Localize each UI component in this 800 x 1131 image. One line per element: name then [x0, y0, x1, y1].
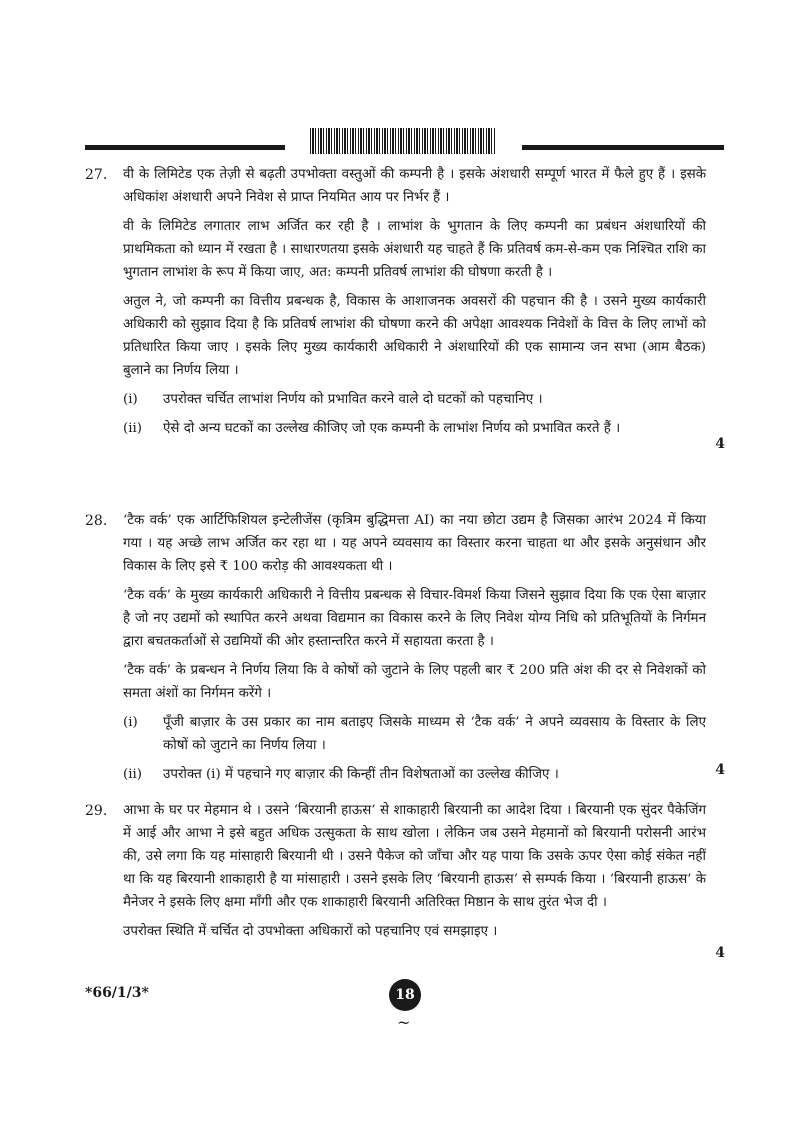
sub-question	[123, 763, 706, 786]
question-body	[123, 509, 706, 786]
sub-question-text: उपरोक्त चर्चित लाभांश निर्णय को प्रभावित करने वाले दो घटकों को पहचानिए ।	[163, 392, 543, 407]
question-paragraph: आभा के घर पर मेहमान थे । उसने ‘बिरयानी हाऊस’ से शाकाहारी बिरयानी का आदेश दिया । बिरयानी एक सुंदर पैकेजिंग में आई और आभा ने इसे बहुत अधिक उत्सुकता के साथ खोला । लेकिन जब उसने मेहमानों को बिरयानी परोसनी आरंभ की, उसे लगा कि यह मांसाहारी बिरयानी थी । उसने पैकेज को जाँचा और यह पाया कि उसके ऊपर ऐसा कोई संकेत नहीं था कि यह बिरयानी शाकाहारी है या मांसाहारी । उसने इसके लिए ‘बिरयानी हाऊस’ से सम्पर्क किया । ‘बिरयानी हाऊस’ के मैनेजर ने इसके लिए क्षमा माँगी और एक शाकाहारी बिरयानी अतिरिक्त मिष्ठान के साथ तुरंत भेज दी ।	[123, 803, 706, 910]
header-rule-right	[522, 145, 724, 150]
question-28	[85, 509, 725, 792]
sub-question-number: (ii)	[123, 767, 143, 782]
sub-question	[123, 388, 706, 411]
sub-question-text: ऐसे दो अन्य घटकों का उल्लेख कीजिए जो एक कम्पनी के लाभांश निर्णय को प्रभावित करते हैं ।	[163, 421, 621, 436]
sub-question-text: पूँजी बाज़ार के उस प्रकार का नाम बताइए जिसके माध्यम से ‘टैक वर्क’ ने अपने व्यवसाय के विस्तार के लिए कोषों को जुटाने का निर्णय लिया ।	[163, 715, 706, 753]
question-paragraph: ‘टैक वर्क’ के मुख्य कार्यकारी अधिकारी ने वित्तीय प्रबन्धक से विचार-विमर्श किया जिसने सुझाव दिया कि एक ऐसा बाज़ार है जो नए उद्यमों को स्थापित करने अथवा विद्यमान का विकास करने के लिए निवेश योग्य निधि को प्रतिभूतियों के निर्गमन द्वारा बचतकर्ताओं से उद्यमियों की ओर हस्तान्तरित करने में सहायता करता है ।	[123, 588, 706, 649]
sub-question-number: (i)	[123, 715, 138, 730]
question-paragraph: ‘टैक वर्क’ एक आर्टिफिशियल इन्टेलीजेंस (कृत्रिम बुद्धिमत्ता AI) का नया छोटा उद्यम है जिसका आरंभ 2024 में किया गया । यह अच्छे लाभ अर्जित कर रहा था । यह अपने व्यवसाय का विस्तार करना चाहता था और इसके अनुसंधान और विकास के लिए इसे ₹ 100 करोड़ की आवश्यकता थी ।	[123, 513, 706, 574]
sub-question	[123, 711, 706, 757]
header-rule-left	[85, 145, 285, 150]
question-paragraph: अतुल ने, जो कम्पनी का वित्तीय प्रबन्धक है, विकास के आशाजनक अवसरों की पहचान की है । उसने मुख्य कार्यकारी अधिकारी को सुझाव दिया है कि प्रतिवर्ष लाभांश की घोषणा करने की अपेक्षा आवश्यक निवेशों के वित्त के लिए लाभों को प्रतिधारित किया जाए । इसके लिए मुख्य कार्यकारी अधिकारी ने अंशधारियों की एक सामान्य जन सभा (आम बैठक) बुलाने का निर्णय लिया ।	[123, 294, 706, 378]
page-number: 18	[389, 979, 421, 1011]
question-marks: 4	[715, 762, 725, 778]
question-paragraph: उपरोक्त स्थिति में चर्चित दो उपभोक्ता अधिकारों को पहचानिए एवं समझाइए ।	[123, 924, 498, 939]
question-body	[123, 799, 706, 943]
question-29	[85, 799, 725, 961]
question-27	[85, 163, 725, 452]
question-number: 29.	[85, 803, 108, 819]
sub-question-number: (ii)	[123, 421, 143, 436]
question-marks: 4	[715, 436, 725, 452]
question-number: 28.	[85, 513, 108, 529]
question-number: 27.	[85, 167, 108, 183]
sub-question-text: उपरोक्त (i) में पहचाने गए बाज़ार की किन्हीं तीन विशेषताओं का उल्लेख कीजिए ।	[163, 767, 559, 782]
page-end-mark: ~	[397, 1013, 411, 1032]
question-marks: 4	[715, 945, 725, 961]
question-paragraph: वी के लिमिटेड लगातार लाभ अर्जित कर रही है । लाभांश के भुगतान के लिए कम्पनी का प्रबंधन अंशधारियों की प्राथमिकता को ध्यान में रखता है । साधारणतया इसके अंशधारी यह चाहते हैं कि प्रतिवर्ष कम-से-कम एक निश्चित राशि का भुगतान लाभांश के रूप में किया जाए, अत: कम्पनी प्रतिवर्ष लाभांश की घोषणा करती है ।	[123, 219, 706, 280]
paper-code: *66/1/3*	[85, 985, 149, 1001]
sub-question-number: (i)	[123, 392, 138, 407]
question-paragraph: वी के लिमिटेड एक तेज़ी से बढ़ती उपभोक्ता वस्तुओं की कम्पनी है । इसके अंशधारी सम्पूर्ण भारत में फैले हुए हैं । इसके अधिकांश अंशधारी अपने निवेश से प्राप्त नियमित आय पर निर्भर हैं ।	[123, 167, 706, 205]
question-body	[123, 163, 706, 440]
sub-question	[123, 417, 706, 440]
barcode	[310, 128, 496, 154]
question-paragraph: ‘टैक वर्क’ के प्रबन्धन ने निर्णय लिया कि वे कोषों को जुटाने के लिए पहली बार ₹ 200 प्रति अंश की दर से निवेशकों को समता अंशों का निर्गमन करेंगे ।	[123, 663, 706, 701]
